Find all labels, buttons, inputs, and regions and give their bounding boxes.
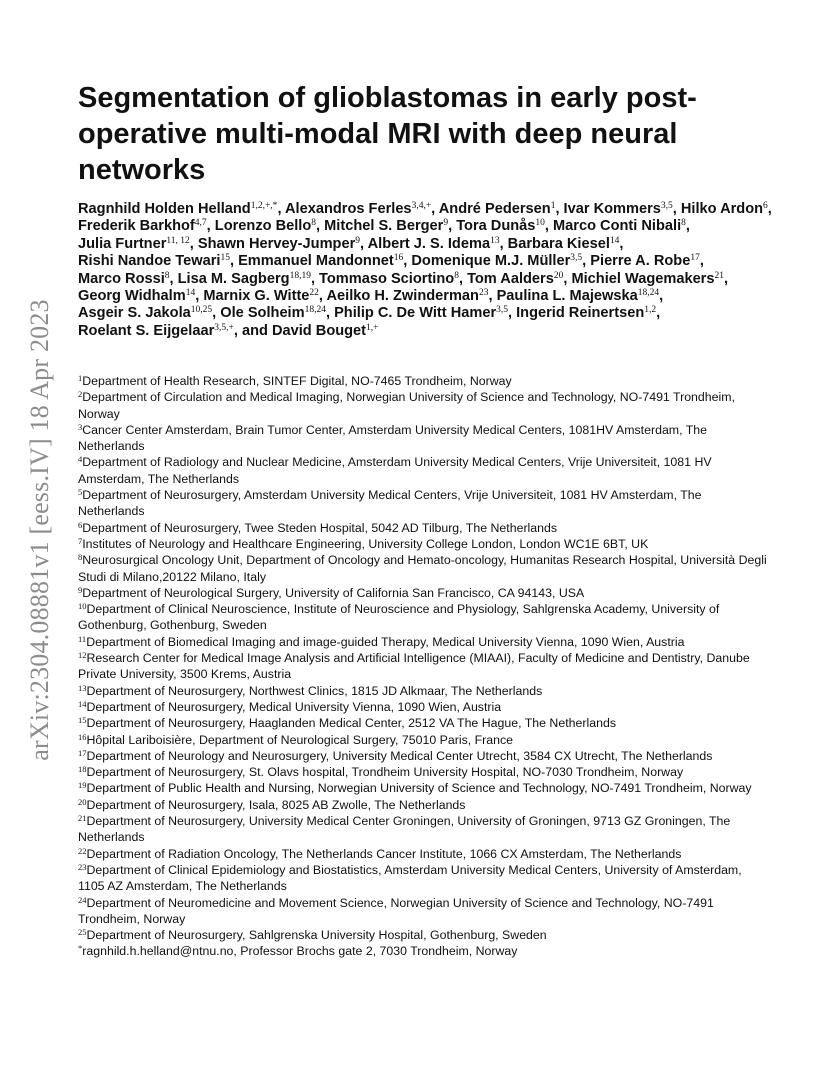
author-name: André Pedersen bbox=[438, 201, 551, 217]
affiliation-number: 19 bbox=[78, 780, 87, 791]
author-name: Hilko Ardon bbox=[680, 201, 764, 217]
author-name: Paulina L. Majewska bbox=[496, 288, 638, 305]
author-affiliation-marker: 1,2,+,* bbox=[250, 201, 278, 211]
author-name: Julia Furtner bbox=[78, 235, 167, 252]
author-affiliation-marker: 14 bbox=[185, 288, 196, 299]
affiliation-item bbox=[78, 699, 768, 715]
affiliation-number: 21 bbox=[78, 813, 87, 824]
author-name: Tom Aalders bbox=[467, 270, 554, 287]
affiliation-number: 9 bbox=[78, 584, 83, 595]
affiliation-text: Department of Neurosurgery, Sahlgrenska University Hospital, Gothenburg, Sweden bbox=[86, 928, 547, 943]
affiliation-item bbox=[78, 552, 768, 585]
author-name: Roelant S. Eijgelaar bbox=[78, 322, 215, 339]
affiliation-text: Institutes of Neurology and Healthcare Engineering, University College London, London WC1E 6BT, UK bbox=[82, 536, 649, 551]
affiliation-item bbox=[78, 732, 768, 748]
author-name: Frederik Barkhof bbox=[78, 218, 195, 235]
affiliation-number: 10 bbox=[78, 601, 87, 612]
affiliation-item bbox=[78, 585, 768, 601]
affiliation-number: 20 bbox=[78, 796, 87, 807]
affiliation-item bbox=[78, 813, 768, 846]
author-affiliation-marker: 8 bbox=[311, 218, 317, 229]
affiliation-item bbox=[78, 373, 768, 389]
affiliation-number: 11 bbox=[78, 633, 87, 644]
author-affiliation-marker: 3,5,+ bbox=[214, 322, 234, 333]
affiliation-item bbox=[78, 943, 768, 959]
author-affiliation-marker: 3,5 bbox=[496, 305, 508, 316]
affiliation-item bbox=[78, 520, 768, 536]
author-affiliation-marker: 18,19 bbox=[289, 270, 311, 281]
author-affiliation-marker: 9 bbox=[355, 235, 361, 246]
author-affiliation-marker: 1 bbox=[550, 201, 556, 211]
affiliation-item bbox=[78, 764, 768, 780]
affiliation-item bbox=[78, 389, 768, 422]
affiliation-text: Department of Circulation and Medical Imaging, Norwegian University of Science and Technology, NO-7491 Trondheim, Norway bbox=[78, 390, 735, 421]
affiliation-item bbox=[78, 797, 768, 813]
affiliation-item bbox=[78, 715, 768, 731]
author-name: Asgeir S. Jakola bbox=[78, 305, 191, 322]
author-affiliation-marker: 21 bbox=[714, 270, 724, 281]
author-affiliation-marker: 13 bbox=[490, 235, 500, 246]
author-affiliation-marker: 18,24 bbox=[304, 305, 326, 316]
author-name: Ivar Kommers bbox=[563, 201, 661, 217]
author-name: Rishi Nandoe Tewari bbox=[78, 253, 221, 270]
affiliation-item bbox=[78, 683, 768, 699]
affiliation-text: Department of Neurosurgery, Haaglanden Medical Center, 2512 VA The Hague, The Netherlands bbox=[86, 716, 616, 731]
affiliation-item bbox=[78, 422, 768, 455]
author-name: David Bouget bbox=[271, 322, 367, 339]
author-name: Lorenzo Bello bbox=[214, 218, 312, 235]
affiliation-text: Department of Neurosurgery, Isala, 8025 AB Zwolle, The Netherlands bbox=[86, 797, 466, 812]
affiliation-number: 15 bbox=[78, 715, 87, 726]
author-name: Lisa M. Sagberg bbox=[177, 270, 290, 287]
author-name: Shawn Hervey-Jumper bbox=[197, 235, 356, 252]
author-name: Michiel Wagemakers bbox=[571, 270, 715, 287]
author-affiliation-marker: 8 bbox=[164, 270, 170, 281]
affiliation-number: 4 bbox=[78, 454, 83, 465]
author-affiliation-marker: 6 bbox=[763, 201, 768, 211]
affiliation-number: 24 bbox=[78, 894, 87, 905]
affiliation-text: Department of Neurosurgery, Medical University Vienna, 1090 Wien, Austria bbox=[86, 699, 502, 714]
affiliation-number: 22 bbox=[78, 845, 87, 856]
paper-title: Segmentation of glioblastomas in early post-operative multi-modal MRI with deep neural networks bbox=[78, 82, 697, 186]
author-affiliation-marker: 3,5 bbox=[660, 201, 673, 211]
author-name: Ragnhild Holden Helland bbox=[78, 201, 251, 217]
affiliation-text: Department of Health Research, SINTEF Digital, NO-7465 Trondheim, Norway bbox=[82, 374, 512, 388]
affiliation-item bbox=[78, 601, 768, 634]
author-name: Georg Widhalm bbox=[78, 288, 186, 305]
author-name: Ole Solheim bbox=[220, 305, 305, 322]
affiliation-number: 17 bbox=[78, 747, 87, 758]
author-name: Emmanuel Mandonnet bbox=[238, 253, 394, 270]
affiliation-number: 8 bbox=[78, 552, 83, 563]
affiliation-number: 2 bbox=[78, 389, 83, 400]
affiliation-text: Department of Public Health and Nursing, Norwegian University of Science and Technology, NO-7491 Trondheim, Norway bbox=[86, 781, 752, 796]
author-name: Tora Dunås bbox=[456, 218, 536, 235]
affiliation-text: Hôpital Lariboisière, Department of Neurological Surgery, 75010 Paris, France bbox=[86, 732, 514, 747]
affiliation-item bbox=[78, 536, 768, 552]
affiliation-text: Department of Radiation Oncology, The Netherlands Cancer Institute, 1066 CX Amsterdam, The Netherlands bbox=[86, 846, 682, 861]
author-affiliation-marker: 20 bbox=[553, 270, 564, 281]
arxiv-identifier: arXiv:2304.08881v1 [eess.IV] 18 Apr 2023 bbox=[25, 299, 54, 761]
author-affiliation-marker: 8 bbox=[454, 270, 459, 281]
author-affiliation-marker: 18,24 bbox=[637, 288, 660, 299]
affiliation-item bbox=[78, 862, 768, 895]
affiliation-item bbox=[78, 846, 768, 862]
author-affiliation-marker: 8 bbox=[681, 218, 686, 229]
affiliation-number: 13 bbox=[78, 682, 87, 693]
affiliation-text: Department of Neuromedicine and Movement Science, Norwegian University of Science and Technology, NO-7491 Trondheim, Norway bbox=[78, 895, 714, 926]
affiliation-item bbox=[78, 780, 768, 796]
affiliation-text: Department of Neurosurgery, Amsterdam University Medical Centers, Vrije Universiteit, 1081 HV Amsterdam, The Netherlands bbox=[78, 488, 702, 519]
author-affiliation-marker: 1,2 bbox=[644, 305, 657, 316]
author-affiliation-marker: 14 bbox=[609, 235, 620, 246]
author-affiliation-marker: 10,25 bbox=[190, 305, 213, 316]
author-name: Ingerid Reinertsen bbox=[516, 305, 645, 322]
affiliation-item bbox=[78, 927, 768, 943]
author-affiliation-marker: 1,+ bbox=[366, 322, 379, 333]
affiliation-item bbox=[78, 895, 768, 928]
affiliation-text: Department of Biomedical Imaging and image-guided Therapy, Medical University Vienna, 1090 Wien, Austria bbox=[86, 634, 685, 649]
affiliation-number: 5 bbox=[78, 487, 83, 498]
arxiv-sidebar-stamp bbox=[20, 285, 60, 775]
author-name: Barbara Kiesel bbox=[507, 235, 610, 252]
affiliation-number: 3 bbox=[78, 421, 83, 432]
affiliation-number: 18 bbox=[78, 764, 87, 775]
affiliation-item bbox=[78, 634, 768, 650]
affiliation-item bbox=[78, 454, 768, 487]
author-affiliation-marker: 9 bbox=[443, 218, 449, 229]
affiliation-number: 6 bbox=[78, 519, 83, 530]
author-name: Marco Conti Nibali bbox=[553, 218, 682, 235]
affiliation-number: * bbox=[78, 943, 83, 954]
affiliation-number: 1 bbox=[78, 373, 83, 383]
affiliation-number: 7 bbox=[78, 535, 83, 546]
author-affiliation-marker: 3,4,+ bbox=[411, 201, 432, 211]
author-affiliation-marker: 23 bbox=[478, 288, 489, 299]
affiliation-list bbox=[78, 373, 768, 960]
affiliation-number: 12 bbox=[78, 650, 87, 661]
affiliation-text: Department of Clinical Epidemiology and Biostatistics, Amsterdam University Medical Centers, University of Amsterdam, 1105 AZ Amsterdam, The Netherlands bbox=[78, 862, 742, 894]
author-affiliation-marker: 11, 12 bbox=[166, 235, 190, 246]
affiliation-text: Department of Neurosurgery, St. Olavs hospital, Trondheim University Hospital, NO-7030 Trondheim, Norway bbox=[86, 765, 684, 780]
affiliation-number: 23 bbox=[78, 861, 87, 872]
affiliation-text: Department of Neurosurgery, University Medical Center Groningen, University of Groningen, 9713 GZ Groningen, The Netherlands bbox=[78, 814, 731, 845]
author-name: Mitchel S. Berger bbox=[324, 218, 444, 235]
author-list: Ragnhild Holden Helland$^{1,2,+,*}$, Alexandros Ferles$^{3,4,+}$, André Pedersen$^1$, Ivar Kommers$^{3,5}$, Hilko Ardon$^6$, Frederik Barkhof$^{4,7}$, Lorenzo Bello$^8$, Mitchel S. Berger$^9$, Tora Dunås$^{10}$, Marco Conti Nibali$^8$, Julia Furtner$^{11, 12}$, Shawn Hervey-Jumper$^9$, Albert J. S. Idema$^{13}$, Barbara Kiesel$^{14}$, Rishi Nandoe Tewari$^{15}$, Emmanuel Mandonnet$^{16}$, Domenique M.J. Müller$^{3,5}$, Pierre A. Robe$^{17}$, Marco Rossi$^8$, Lisa M. Sagberg$^{18,19}$, Tommaso Sciortino$^8$, Tom Aalders$^{20}$, Michiel Wagemakers$^{21}$, Georg Widhalm$^{14}$, Marnix G. Witte$^{22}$, Aeilko H. Zwinderman$^{23}$, Paulina L. Majewska$^{18,24}$, Asgeir S. Jakola$^{10,25}$, Ole Solheim$^{18,24}$, Philip C. De Witt Hamer$^{3,5}$, Ingerid Reinertsen$^{1,2}$, Roelant S. Eijgelaar$^{3,5,+}$, and David Bouget$^{1,+}$ bbox=[78, 201, 772, 339]
author-name: Philip C. De Witt Hamer bbox=[334, 305, 497, 322]
author-name: Alexandros Ferles bbox=[285, 201, 412, 217]
affiliation-item bbox=[78, 650, 768, 683]
author-affiliation-marker: 4,7 bbox=[194, 218, 207, 229]
author-affiliation-marker: 16 bbox=[393, 253, 404, 264]
affiliation-text: Cancer Center Amsterdam, Brain Tumor Center, Amsterdam University Medical Centers, 1081HV Amsterdam, The Netherlands bbox=[78, 422, 707, 454]
author-affiliation-marker: 3,5 bbox=[570, 253, 583, 264]
affiliation-text: Department of Radiology and Nuclear Medicine, Amsterdam University Medical Centers, Vrije Universiteit, 1081 HV Amsterdam, The Netherlands bbox=[78, 455, 712, 486]
author-affiliation-marker: 10 bbox=[535, 218, 545, 229]
author-affiliation-marker: 15 bbox=[220, 253, 230, 264]
author-name: Marnix G. Witte bbox=[203, 288, 310, 305]
author-name: Pierre A. Robe bbox=[590, 253, 691, 270]
affiliation-text: Department of Neurosurgery, Northwest Clinics, 1815 JD Alkmaar, The Netherlands bbox=[86, 683, 543, 698]
affiliation-text: Research Center for Medical Image Analysis and Artificial Intelligence (MIAAI), Faculty of Medicine and Dentistry, Danube Private University, 3500 Krems, Austria bbox=[78, 651, 750, 682]
author-name: Marco Rossi bbox=[78, 270, 165, 287]
affiliation-text: Department of Clinical Neuroscience, Institute of Neuroscience and Physiology, Sahlgrenska Academy, University of Gothenburg, Gothenburg, Sweden bbox=[78, 602, 720, 633]
affiliation-number: 14 bbox=[78, 698, 87, 709]
affiliation-item bbox=[78, 487, 768, 520]
affiliation-item bbox=[78, 748, 768, 764]
affiliation-text: Department of Neurological Surgery, University of California San Francisco, CA 94143, USA bbox=[82, 585, 585, 600]
affiliation-number: 16 bbox=[78, 731, 87, 742]
author-name: Albert J. S. Idema bbox=[367, 235, 491, 252]
affiliation-text: Department of Neurosurgery, Twee Steden Hospital, 5042 AD Tilburg, The Netherlands bbox=[82, 520, 558, 535]
affiliation-number: 25 bbox=[78, 927, 87, 938]
affiliation-text: Neurosurgical Oncology Unit, Department of Oncology and Hemato-oncology, Humanitas Research Hospital, Università Degli Studi di Milano,20122 Milano, Italy bbox=[78, 553, 767, 584]
author-affiliation-marker: 22 bbox=[309, 288, 319, 299]
author-name: Aeilko H. Zwinderman bbox=[326, 288, 479, 305]
author-name: Domenique M.J. Müller bbox=[411, 253, 571, 270]
affiliation-text: Department of Neurology and Neurosurgery, University Medical Center Utrecht, 3584 CX Utrecht, The Netherlands bbox=[86, 748, 713, 763]
author-affiliation-marker: 17 bbox=[690, 253, 700, 264]
affiliation-text: ragnhild.h.helland@ntnu.no, Professor Brochs gate 2, 7030 Trondheim, Norway bbox=[82, 944, 518, 959]
author-name: Tommaso Sciortino bbox=[319, 270, 455, 287]
